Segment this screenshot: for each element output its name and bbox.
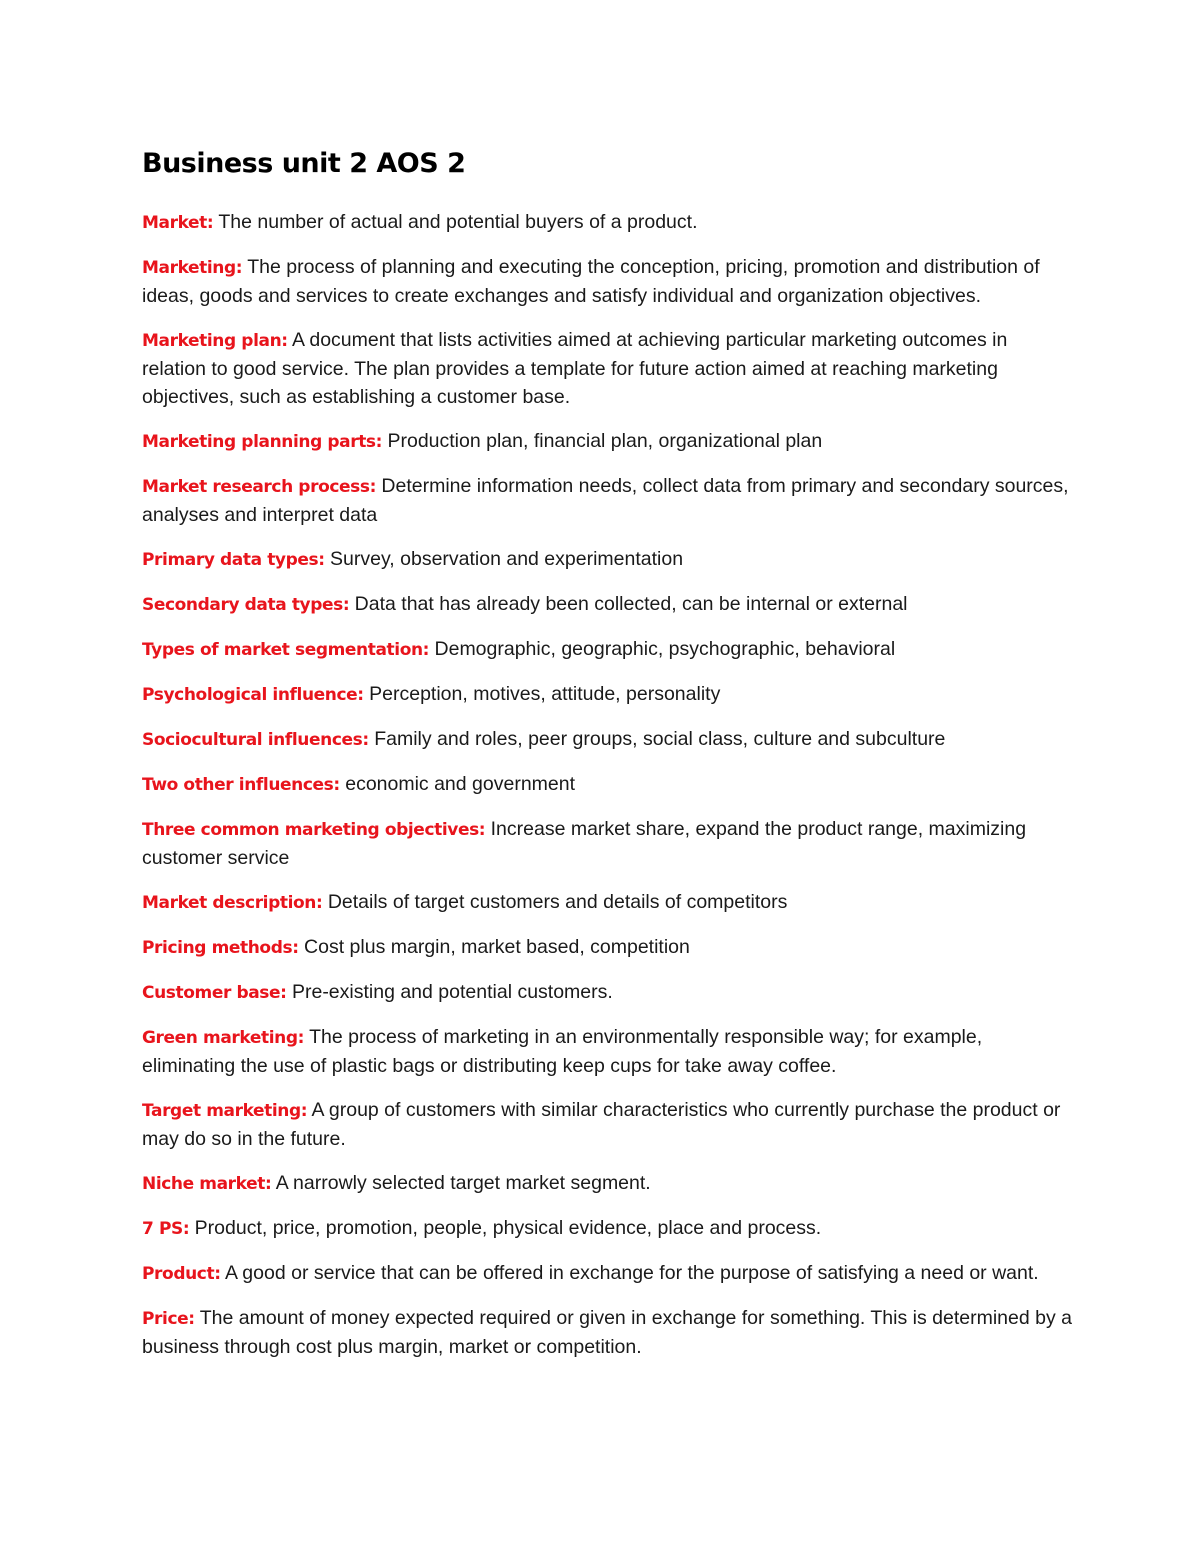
term-label: Market research process:	[142, 477, 376, 497]
definition-entry	[142, 326, 1072, 411]
definition-entry	[142, 545, 1072, 574]
definition-entry	[142, 1169, 1072, 1198]
definition-text: Survey, observation and experimentation	[330, 548, 684, 570]
definition-entry	[142, 888, 1072, 917]
term-label: Niche market:	[142, 1174, 272, 1194]
term-label: Secondary data types:	[142, 595, 350, 615]
definition-entry	[142, 770, 1072, 799]
definition-text: The amount of money expected required or given in exchange for something. This is determined by a business through cost plus margin, market or competition.	[142, 1307, 1072, 1358]
term-label: Two other influences:	[142, 775, 340, 795]
definition-entry	[142, 1096, 1072, 1153]
definition-text: A group of customers with similar characteristics who currently purchase the product or may do so in the future.	[142, 1099, 1061, 1150]
definition-text: A good or service that can be offered in exchange for the purpose of satisfying a need or want.	[224, 1262, 1039, 1284]
definition-entry	[142, 933, 1072, 962]
term-label: Marketing:	[142, 258, 243, 278]
definition-entry	[142, 978, 1072, 1007]
definition-text: The process of marketing in an environmentally responsible way; for example, eliminating the use of plastic bags or distributing keep cups for take away coffee.	[142, 1026, 983, 1077]
term-label: Market description:	[142, 893, 323, 913]
term-label: Green marketing:	[142, 1028, 304, 1048]
definition-text: Pre-existing and potential customers.	[291, 981, 613, 1003]
definition-text: The number of actual and potential buyers of a product.	[218, 211, 698, 233]
definition-text: Determine information needs, collect data from primary and secondary sources, analyses and interpret data	[142, 475, 1069, 526]
term-label: Pricing methods:	[142, 938, 299, 958]
definition-text: economic and government	[345, 773, 576, 795]
term-label: Target marketing:	[142, 1101, 308, 1121]
definition-text: Product, price, promotion, people, physical evidence, place and process.	[194, 1217, 822, 1239]
definition-text: Increase market share, expand the product range, maximizing customer service	[142, 818, 1027, 869]
definition-text: Family and roles, peer groups, social class, culture and subculture	[374, 728, 946, 750]
definition-text: Cost plus margin, market based, competition	[304, 936, 690, 958]
term-label: Marketing planning parts:	[142, 432, 383, 452]
term-label: 7 PS:	[142, 1219, 190, 1239]
definition-text: Details of target customers and details of competitors	[327, 891, 788, 913]
document-title: Business unit 2 AOS 2	[142, 148, 466, 179]
definition-entry	[142, 253, 1072, 310]
definition-text: Production plan, financial plan, organizational plan	[387, 430, 823, 452]
definition-entry	[142, 1023, 1072, 1080]
definition-entry	[142, 1259, 1072, 1288]
definition-entry	[142, 680, 1072, 709]
term-label: Price:	[142, 1309, 195, 1329]
definition-text: Demographic, geographic, psychographic, behavioral	[434, 638, 896, 660]
definition-text: Perception, motives, attitude, personality	[369, 683, 721, 705]
term-label: Sociocultural influences:	[142, 730, 369, 750]
term-label: Types of market segmentation:	[142, 640, 430, 660]
definition-entry	[142, 635, 1072, 664]
definition-entry	[142, 590, 1072, 619]
definition-text: A narrowly selected target market segment.	[275, 1172, 651, 1194]
document-page	[142, 140, 1072, 1377]
definition-entry	[142, 427, 1072, 456]
definition-entry	[142, 208, 1072, 237]
term-label: Customer base:	[142, 983, 287, 1003]
definition-text: A document that lists activities aimed at achieving particular marketing outcomes in relation to good service. The plan provides a template for future action aimed at reaching marketing objectives, such as establishing a customer base.	[142, 329, 1008, 408]
definition-entry	[142, 472, 1072, 529]
definition-entry	[142, 1304, 1072, 1361]
definition-entry	[142, 1214, 1072, 1243]
definition-text: Data that has already been collected, can be internal or external	[354, 593, 908, 615]
term-label: Primary data types:	[142, 550, 325, 570]
term-label: Market:	[142, 213, 214, 233]
term-label: Three common marketing objectives:	[142, 820, 486, 840]
term-label: Marketing plan:	[142, 331, 288, 351]
definition-entry	[142, 815, 1072, 872]
definition-entry	[142, 725, 1072, 754]
term-label: Product:	[142, 1264, 221, 1284]
definition-text: The process of planning and executing the conception, pricing, promotion and distribution of ideas, goods and services to create exchanges and satisfy individual and organization objectives.	[142, 256, 1040, 307]
term-label: Psychological influence:	[142, 685, 364, 705]
